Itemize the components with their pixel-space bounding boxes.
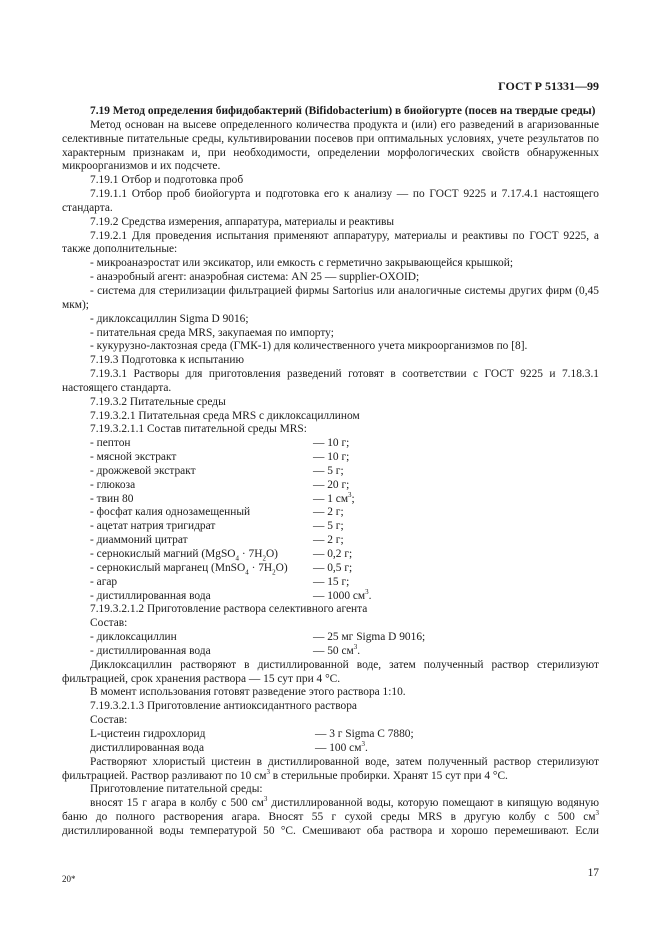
- heading-7192: 7.19.2 Средства измерения, аппаратура, материалы и реактивы: [90, 215, 395, 228]
- heading-7191: 7.19.1 Отбор и подготовка проб: [90, 174, 244, 187]
- table-row: [62, 631, 599, 645]
- table-row: [62, 437, 599, 451]
- sostav-label: Состав:: [90, 714, 128, 727]
- table-row: [62, 562, 599, 576]
- ingredient-amount: — 15 г;: [313, 575, 350, 588]
- ingredient-name: - ацетат натрия тригидрат: [90, 520, 216, 533]
- ingredient-name: - агар: [90, 575, 118, 588]
- paragraph-medium-prep: вносят 15 г агара в колбу с 500 $см^3$ дистиллированной воды, которую помещают в кипящую водяную баню до полного растворения агара. Вносят 55 г сухой среды MRS в другую колбу с 500 $см^3$ дистиллированной воды температурой 50 °С. Смешивают оба раствора и хорошо перемешивают. Если: [62, 795, 599, 837]
- document-header: ГОСТ Р 51331—99: [498, 79, 599, 93]
- table-row: [62, 534, 599, 548]
- ingredient-name: - диклоксациллин: [90, 631, 177, 644]
- table-row: [62, 587, 599, 604]
- list-item: - диклоксациллин Sigma D 9016;: [90, 312, 249, 325]
- ingredient-amount: — 50 $см^3$.: [313, 643, 361, 657]
- ingredient-name: - пептон: [90, 437, 131, 450]
- ingredient-amount: — 1000 $см^3$.: [313, 587, 372, 602]
- ingredient-amount: — 2 г;: [313, 534, 344, 547]
- table-row: [62, 728, 599, 742]
- table-row: [62, 576, 599, 590]
- table-row: [62, 490, 599, 507]
- paragraph-dilution: В момент использования готовят разведение этого раствора 1:10.: [90, 686, 406, 699]
- ingredient-amount: — 2 г;: [313, 506, 344, 519]
- ingredient-amount: — 3 г Sigma C 7880;: [315, 727, 414, 740]
- section-title: 7.19 Метод определения бифидобактерий (Bifidobacterium) в биойогурте (посев на твердые среды): [90, 105, 596, 117]
- heading-7193: 7.19.3 Подготовка к испытанию: [90, 354, 244, 367]
- ingredient-name: - глюкоза: [90, 478, 136, 491]
- ingredient-amount: — 5 г;: [313, 520, 344, 533]
- sostav-label: Состав:: [90, 617, 128, 630]
- antioxidant-table: [62, 728, 599, 756]
- ingredient-amount: — 100 $см^3$.: [315, 740, 368, 754]
- table-row: [62, 479, 599, 493]
- table-row: [62, 548, 599, 562]
- table-row: [62, 465, 599, 479]
- document-body: [62, 105, 599, 839]
- heading-7193211: 7.19.3.2.1.1 Состав питательной среды MRS:: [90, 423, 307, 436]
- ingredient-name: дистиллированная вода: [90, 741, 205, 754]
- ingredient-amount: — 0,5 г;: [313, 561, 353, 574]
- ingredient-name: - диаммоний цитрат: [90, 534, 188, 547]
- list-item: - кукурузно-лактозная среда (ГМК-1) для количественного учета микроорганизмов по [8].: [90, 340, 528, 353]
- ingredient-amount: — 10 г;: [313, 451, 350, 464]
- ingredient-name: - сернокислый марганец (MnSO$_4$ · $7H_2O$): [90, 561, 288, 577]
- ingredient-amount: — 10 г;: [313, 437, 350, 450]
- mrs-composition-table: [62, 437, 599, 603]
- ingredient-name: L-цистеин гидрохлорид: [90, 727, 206, 740]
- ingredient-amount: — 20 г;: [313, 478, 350, 491]
- table-row: [62, 645, 599, 659]
- ingredient-name: - мясной экстракт: [90, 451, 177, 464]
- heading-7193212: 7.19.3.2.1.2 Приготовление раствора селективного агента: [90, 603, 368, 616]
- ingredient-name: - дистиллированная вода: [90, 589, 211, 602]
- paragraph-71921: 7.19.2.1 Для проведения испытания применяют аппаратуру, материалы и реактивы по ГОСТ 9225, а также дополнительные:: [62, 229, 599, 256]
- table-row: [62, 451, 599, 465]
- footer-signature-mark: 20*: [62, 874, 76, 884]
- list-item: - питательная среда MRS, закупаемая по импорту;: [90, 326, 334, 339]
- page-number: 17: [587, 867, 599, 879]
- paragraph-cysteine: Растворяют хлористый цистеин в дистиллированной воде, затем полученный раствор стерилизуют фильтрацией. Раствор разливают по 10 $см^3$ в стерильные пробирки. Хранят 15 сут при 4 °С.: [62, 755, 599, 782]
- table-row: [62, 520, 599, 534]
- ingredient-amount: — 0,2 г;: [313, 548, 353, 560]
- heading-medium-prep: Приготовление питательной среды:: [90, 783, 263, 796]
- table-row: [62, 506, 599, 520]
- ingredient-name: - дистиллированная вода: [90, 644, 211, 657]
- heading-7193213: 7.19.3.2.1.3 Приготовление антиоксидантного раствора: [90, 700, 357, 713]
- selective-agent-table: [62, 631, 599, 659]
- ingredient-name: - фосфат калия однозамещенный: [90, 506, 251, 519]
- heading-71932: 7.19.3.2 Питательные среды: [90, 395, 226, 408]
- heading-719321: 7.19.3.2.1 Питательная среда MRS с диклоксациллином: [90, 409, 360, 422]
- ingredient-amount: — 1 $см^3$;: [313, 490, 355, 505]
- paragraph-dicloxacillin: Диклоксациллин растворяют в дистиллированной воде, затем полученный раствор стерилизуют фильтрацией, срок хранения раствора — 15 сут при 4 °С.: [62, 658, 599, 685]
- ingredient-name: - твин 80: [90, 492, 134, 505]
- ingredient-name: - сернокислый магний (MgSO$_4$ · $7H_2O$): [90, 548, 278, 563]
- table-row: [62, 742, 599, 756]
- paragraph-71911: 7.19.1.1 Отбор проб биойогурта и подготовка его к анализу — по ГОСТ 9225 и 7.17.4.1 настоящего стандарта.: [62, 188, 599, 214]
- list-item: - анаэробный агент: анаэробная система: AN 25 — supplier-OXOID;: [90, 271, 420, 284]
- paragraph-71931: 7.19.3.1 Растворы для приготовления разведений готовят в соответствии с ГОСТ 9225 и 7.18.3.1 настоящего стандарта.: [62, 368, 599, 394]
- list-item: - микроанаэростат или эксикатор, или емкость с герметично закрывающейся крышкой;: [90, 257, 514, 270]
- ingredient-amount: — 5 г;: [313, 464, 344, 477]
- ingredient-name: - дрожжевой экстракт: [90, 464, 196, 477]
- list-item: - система для стерилизации фильтрацией фирмы Sartorius или аналогичные системы других фирм (0,45 мкм);: [62, 284, 599, 311]
- paragraph-intro: Метод основан на высеве определенного количества продукта и (или) его разведений в агаризованные селективные питательные среды, культивировании посевов при оптимальных условиях, учете результатов по характерным признакам и, при необходимости, определении морфологических свойств обнаруженных микроорганизмов и их подсчете.: [62, 118, 599, 173]
- ingredient-amount: — 25 мг Sigma D 9016;: [313, 631, 426, 644]
